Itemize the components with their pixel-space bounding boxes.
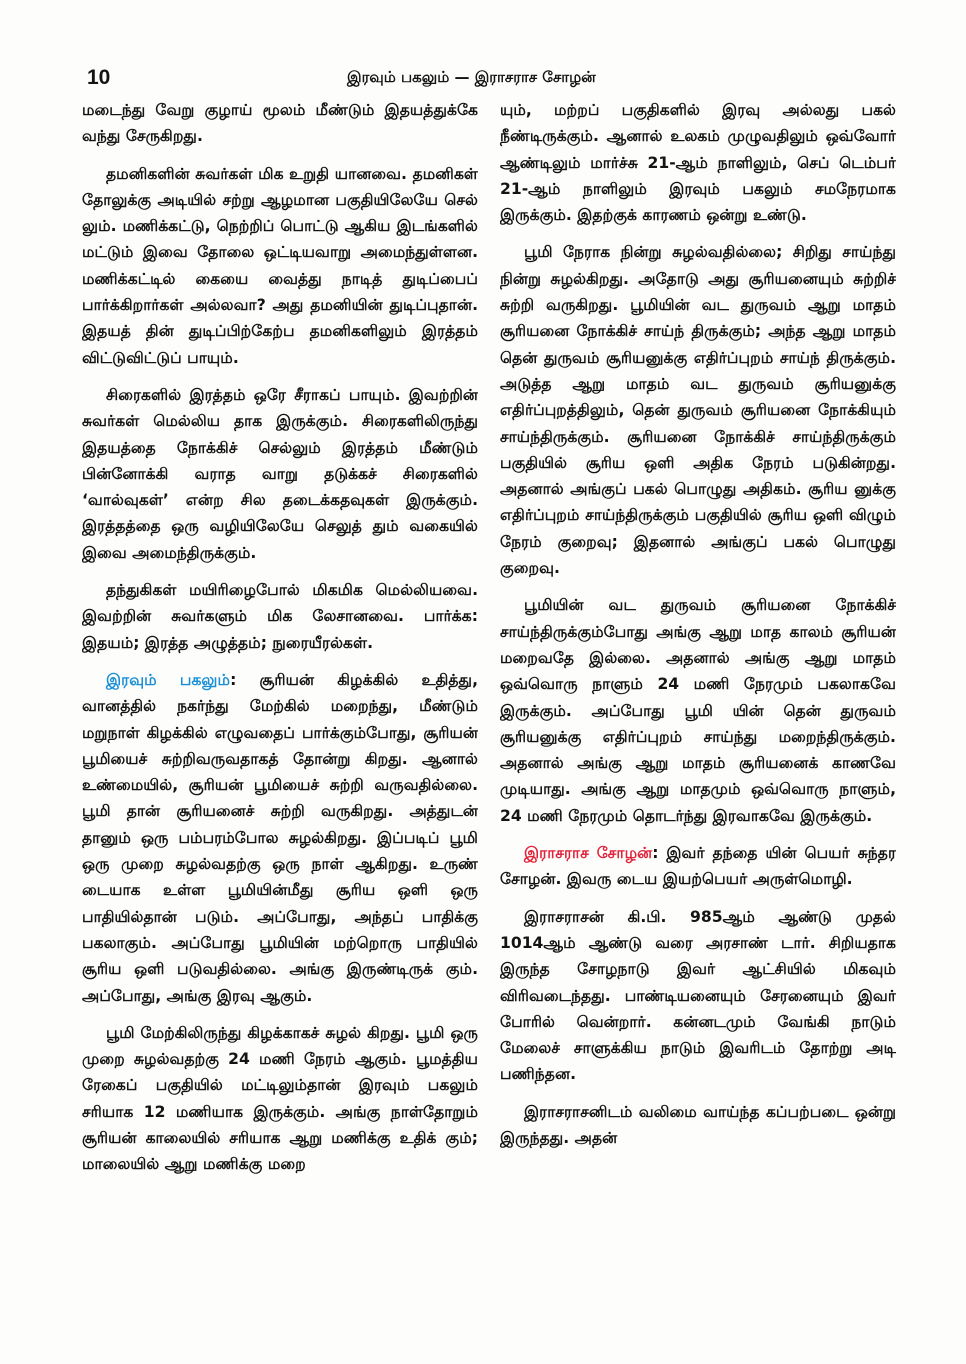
- heading-colon: :: [652, 844, 659, 863]
- right-column: [500, 97, 896, 1327]
- paragraph: மடைந்து வேறு குழாய் மூலம் மீண்டும் இதயத்துக்கே வந்து சேருகிறது.: [82, 101, 478, 146]
- paragraph: யும், மற்றப் பகுதிகளில் இரவு அல்லது பகல் நீண்டிருக்கும். ஆனால் உலகம் முழுவதிலும் ஒவ்வோர் ஆண்டிலும் மார்ச்சு 21-ஆம் நாளிலும், செப் டெம்பர் 21-ஆம் நாளிலும் இரவும் பகலும் சமநேரமாக இருக்கும். இதற்குக் காரணம் ஒன்று உண்டு.: [500, 101, 896, 225]
- heading-colon: :: [230, 670, 237, 689]
- paragraph: பூமி மேற்கிலிருந்து கிழக்காகச் சுழல் கிறது. பூமி ஒரு முறை சுழல்வதற்கு 24 மணி நேரம் ஆகும். பூமத்திய ரேகைப் பகுதியில் மட்டிலும்தான் இரவும் பகலும் சரியாக 12 மணியாக இருக்கும். அங்கு நாள்தோறும் சூரியன் காலையில் சரியாக ஆறு மணிக்கு உதிக் கும்; மாலையில் ஆறு மணிக்கு மறை: [82, 1023, 478, 1174]
- entry-heading-night-and-day: இரவும் பகலும்: [106, 670, 231, 689]
- paragraph: பூமி நேராக நின்று சுழல்வதில்லை; சிறிது சாய்ந்து நின்று சுழல்கிறது. அதோடு அது சூரியனையும் சுற்றிச் சுற்றி வருகிறது. பூமியின் வட துருவம் ஆறு மாதம் சூரியனை நோக்கிச் சாய்ந் திருக்கும்; அந்த ஆறு மாதம் தென் துருவம் சூரியனுக்கு எதிர்ப்புறம் சாய்ந் திருக்கும். அடுத்த ஆறு மாதம் வட துருவம் சூரியனுக்கு எதிர்ப்புறத்திலும், தென் துருவம் சூரியனை நோக்கியும் சாய்ந்திருக்கும். சூரியனை நோக்கிச் சாய்ந்திருக்கும் பகுதியில் சூரிய ஒளி அதிக நேரம் படுகின்றது. அதனால் அங்குப் பகல் பொழுது அதிகம். சூரிய னுக்கு எதிர்ப்புறம் சாய்ந்திருக்கும் பகுதியில் சூரிய ஒளி விழும் நேரம் குறைவு; இதனால் அங்குப் பகல் பொழுது குறைவு.: [500, 243, 896, 578]
- entry-text: இவர் தந்தை யின் பெயர் சுந்தர சோழன். இவரு டைய இயற்பெயர் அருள்மொழி.: [500, 844, 896, 889]
- entry-heading-rajaraja-chola: இராசராச சோழன்: [524, 844, 653, 863]
- page-header: [87, 66, 902, 94]
- running-title: இரவும் பகலும் — இராசராச சோழன்: [347, 68, 596, 86]
- paragraph: சிரைகளில் இரத்தம் ஒரே சீராகப் பாயும். இவற்றின் சுவர்கள் மெல்லிய தாக இருக்கும். சிரைகளிலிருந்து இதயத்தை நோக்கிச் செல்லும் இரத்தம் மீண்டும் பின்னோக்கி வராத வாறு தடுக்கச் சிரைகளில் ‘வால்வுகள்’ என்ற சில தடைக்கதவுகள் இருக்கும். இரத்தத்தை ஒரு வழியிலேயே செலுத் தும் வகையில் இவை அமைந்திருக்கும்.: [82, 385, 478, 562]
- entry-paragraph-rajaraja-chola: [500, 840, 896, 893]
- paragraph: தமனிகளின் சுவர்கள் மிக உறுதி யானவை. தமனிகள் தோலுக்கு அடியில் சற்று ஆழமான பகுதியிலேயே செல் லும். மணிக்கட்டு, நெற்றிப் பொட்டு ஆகிய இடங்களில் மட்டும் இவை தோலை ஒட்டியவாறு அமைந்துள்ளன. மணிக்கட்டில் கையை வைத்து நாடித் துடிப்பைப் பார்க்கிறார்கள் அல்லவா? அது தமனியின் துடிப்புதான். இதயத் தின் துடிப்பிற்கேற்ப தமனிகளிலும் இரத்தம் விட்டுவிட்டுப் பாயும்.: [82, 164, 478, 367]
- page-number: 10: [87, 66, 111, 89]
- left-column: [82, 97, 478, 1327]
- paragraph: பூமியின் வட துருவம் சூரியனை நோக்கிச் சாய்ந்திருக்கும்போது அங்கு ஆறு மாத காலம் சூரியன் மறைவதே இல்லை. அதனால் அங்கு ஆறு மாதம் ஒவ்வொரு நாளும் 24 மணி நேரமும் பகலாகவே இருக்கும். அப்போது பூமி யின் தென் துருவம் சூரியனுக்கு எதிர்ப்புறம் சாய்ந்து மறைந்திருக்கும். அதனால் அங்கு ஆறு மாதம் சூரியனைக் காணவே முடியாது. அங்கு ஆறு மாதமும் ஒவ்வொரு நாளும், 24 மணி நேரமும் தொடர்ந்து இரவாகவே இருக்கும்.: [500, 596, 896, 825]
- entry-text: சூரியன் கிழக்கில் உதித்து, வானத்தில் நகர்ந்து மேற்கில் மறைந்து, மீண்டும் மறுநாள் கிழக்கில் எழுவதைப் பார்க்கும்போது, சூரியன் பூமியைச் சுற்றிவருவதாகத் தோன்று கிறது. ஆனால் உண்மையில், சூரியன் பூமியைச் சுற்றி வருவதில்லை. பூமி தான் சூரியனைச் சுற்றி வருகிறது. அத்துடன் தானும் ஒரு பம்பரம்போல சுழல்கிறது. இப்படிப் பூமி ஒரு முறை சுழல்வதற்கு ஒரு நாள் ஆகிறது. உருண் டையாக உள்ள பூமியின்மீது சூரிய ஒளி ஒரு பாதியில்தான் படும். அப்போது, அந்தப் பாதிக்கு பகலாகும். அப்போது பூமியின் மற்றொரு பாதியில் சூரிய ஒளி படுவதில்லை. அங்கு இருண்டிருக் கும். அப்போது, அங்கு இரவு ஆகும்.: [82, 670, 478, 1005]
- paragraph: இராசராசனிடம் வலிமை வாய்ந்த கப்பற்படை ஒன்று இருந்தது. அதன்: [500, 1102, 896, 1147]
- paragraph: இராசராசன் கி.பி. 985ஆம் ஆண்டு முதல் 1014ஆம் ஆண்டு வரை அரசாண் டார். சிறியதாக இருந்த சோழநாடு இவர் ஆட்சியில் மிகவும் விரிவடைந்தது. பாண்டியனையும் சேரனையும் இவர் போரில் வென்றார். கன்னடமும் வேங்கி நாடும் மேலைச் சாளுக்கிய நாடும் இவரிடம் தோற்று அடி பணிந்தன.: [500, 907, 896, 1084]
- entry-paragraph-night-and-day: [82, 667, 478, 1009]
- paragraph: தந்துகிகள் மயிரிழைபோல் மிகமிக மெல்லியவை. இவற்றின் சுவர்களும் மிக லேசானவை. பார்க்க: இதயம்; இரத்த அழுத்தம்; நுரையீரல்கள்.: [82, 581, 478, 652]
